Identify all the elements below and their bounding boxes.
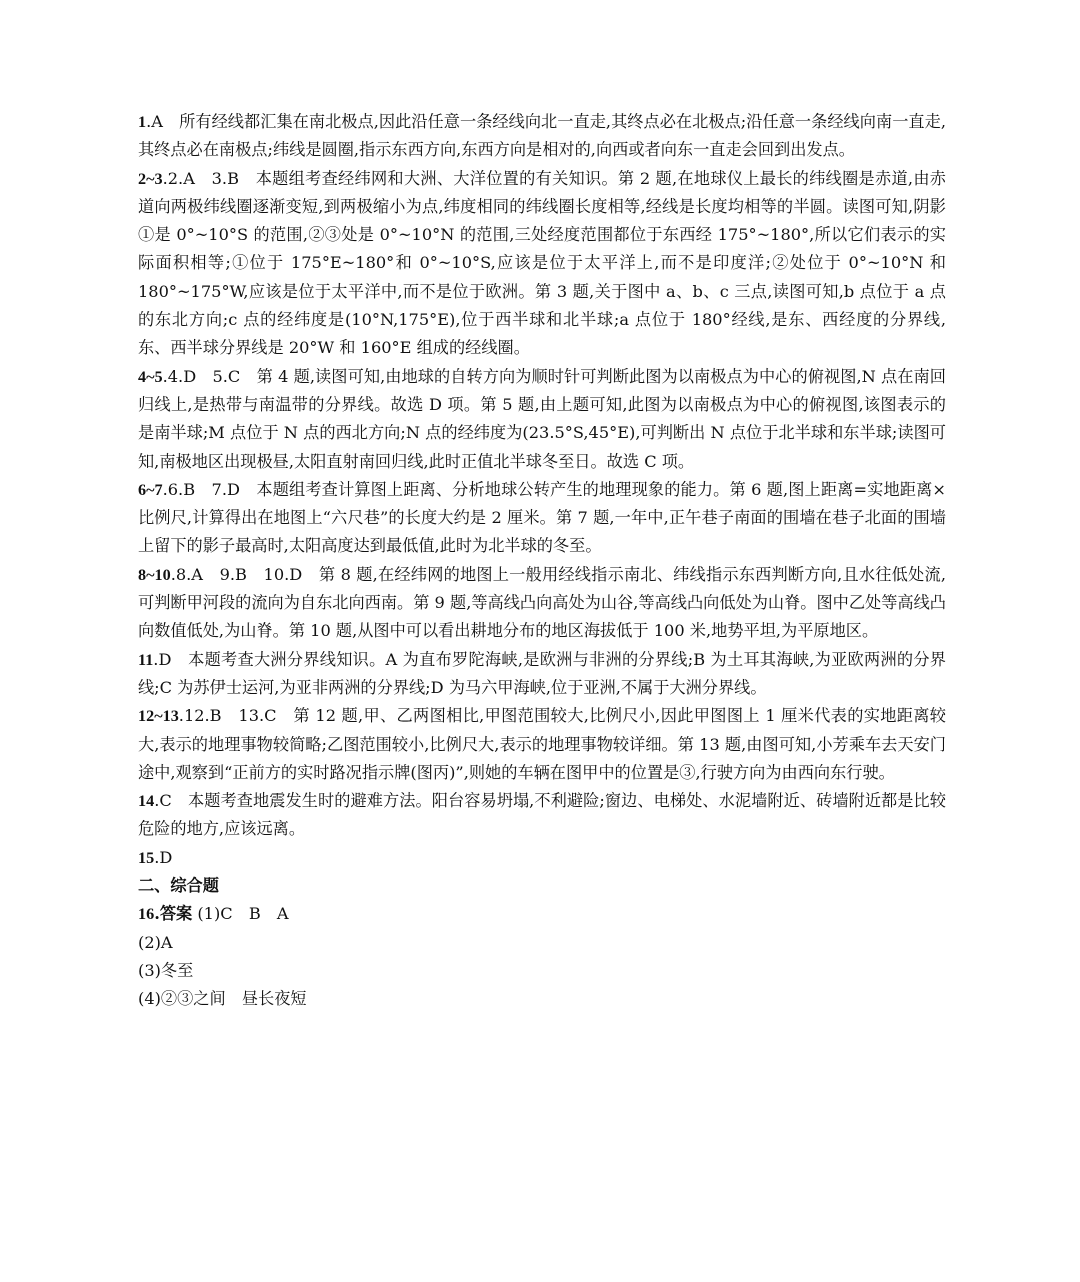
answer-2-3 [138,165,946,363]
answer-1 [138,108,946,165]
answer-page [138,108,946,1014]
question-number: 12~13 [138,707,179,726]
answer-text: .D [154,847,173,867]
answer-text: .2.A 3.B 本题组考查经纬网和大洲、大洋位置的有关知识。第 2 题,在地球仪上最长的纬线圈是赤道,由赤道向两极纬线圈逐渐变短,到两极缩小为点,纬度相同的纬线圈长度相等,经线是长度均相等的半圆。读图可知,阴影①是 0°~10°S 的范围,②③处是 0°~10°N 的范围,三处经度范围都位于东西经 175°~180°,所以它们表示的实际面积相等;①位于 175°E~180°和 0°~10°S,应该是位于太平洋上,而不是印度洋;②处位于 0°~10°N 和 180°~175°W,应该是位于太平洋中,而不是位于欧洲。第 3 题,关于图中 a、b、c 三点,读图可知,b 点位于 a 点的东北方向;c 点的经纬度是(10°N,175°E),位于西半球和北半球;a 点位于 180°经线,是东、西经度的分界线,东、西半球分界线是 20°W 和 160°E 组成的经线圈。 [138,168,946,358]
answer-text: .12.B 13.C 第 12 题,甲、乙两图相比,甲图范围较大,比例尺小,因此甲图图上 1 厘米代表的实地距离较大,表示的地理事物较简略;乙图范围较小,比例尺大,表示的地理事物较详细。第 13 题,由图可知,小芳乘车去天安门途中,观察到“正前方的实时路况指示牌(图丙)”,则她的车辆在图甲中的位置是③,行驶方向为由西向东行驶。 [138,706,946,782]
question-number: 2~3 [138,169,163,188]
answer-6-7 [138,476,946,561]
answer-text: .8.A 9.B 10.D 第 8 题,在经纬网的地图上一般用经线指示南北、纬线指示东西判断方向,且水往低处流,可判断甲河段的流向为自东北向西南。第 9 题,等高线凸向高处为山谷,等高线凸向低处为山脊。图中乙处等高线凸向数值低处,为山脊。第 10 题,从图中可以看出耕地分布的地区海拔低于 100 米,地势平坦,为平原地区。 [138,564,946,641]
question-number: 1 [138,113,147,131]
answer-8-10 [138,561,946,646]
answer-16-line-3: (3)冬至 [138,960,194,980]
answer-16 [138,900,946,928]
question-number: 8~10 [138,565,171,584]
answer-text: .A 所有经线都汇集在南北极点,因此沿任意一条经线向北一直走,其终点必在北极点;沿任意一条经线向南一直走,其终点必在南极点;纬线是圆圈,指示东西方向,东西方向是相对的,向西或者向东一直走会回到出发点。 [138,112,946,160]
answer-text: .4.D 5.C 第 4 题,读图可知,由地球的自转方向为顺时针可判断此图为以南极点为中心的俯视图,N 点在南回归线上,是热带与南温带的分界线。故选 D 项。第 5 题,由上题可知,此图为以南极点为中心的俯视图,该图表示的是南半球;M 点位于 N 点的西北方向;N 点的经纬度为(23.5°S,45°E),可判断出 N 点位于北半球和东半球;读图可知,南极地区出现极昼,太阳直射南回归线,此时正值北半球冬至日。故选 C 项。 [138,366,946,471]
answer-text: .D 本题考查大洲分界线知识。A 为直布罗陀海峡,是欧洲与非洲的分界线;B 为土耳其海峡,为亚欧两洲的分界线;C 为苏伊士运河,为亚非两洲的分界线;D 为马六甲海峡,位于亚洲,不属于大洲分界线。 [138,649,946,697]
answer-11 [138,646,946,703]
question-number: 14 [138,792,155,811]
answer-text: .C 本题考查地震发生时的避难方法。阳台容易坍塌,不利避险;窗边、电梯处、水泥墙附近、砖墙附近都是比较危险的地方,应该远离。 [138,791,946,839]
question-number: 16 [138,905,155,924]
answer-4-5 [138,363,946,476]
answer-12-13 [138,702,946,787]
answer-label: .答案 [154,904,193,924]
question-number: 15 [138,848,155,867]
answer-16-line-4: (4)②③之间 昼长夜短 [138,989,307,1009]
question-number: 11 [138,650,154,669]
answer-14 [138,787,946,844]
answer-15 [138,844,946,872]
question-number: 4~5 [138,367,163,386]
answer-16-line-2: (2)A [138,932,173,952]
answer-text: .6.B 7.D 本题组考查计算图上距离、分析地球公转产生的地理现象的能力。第 6 题,图上距离=实地距离×比例尺,计算得出在地图上“六尺巷”的长度大约是 2 厘米。第 7 题,一年中,正午巷子南面的围墙在巷子北面的围墙上留下的影子最高时,太阳高度达到最低值,此时为北半球的冬至。 [138,479,946,556]
answer-line: (1)C B A [192,904,289,924]
section-heading: 二、综合题 [138,876,219,896]
question-number: 6~7 [138,480,163,499]
